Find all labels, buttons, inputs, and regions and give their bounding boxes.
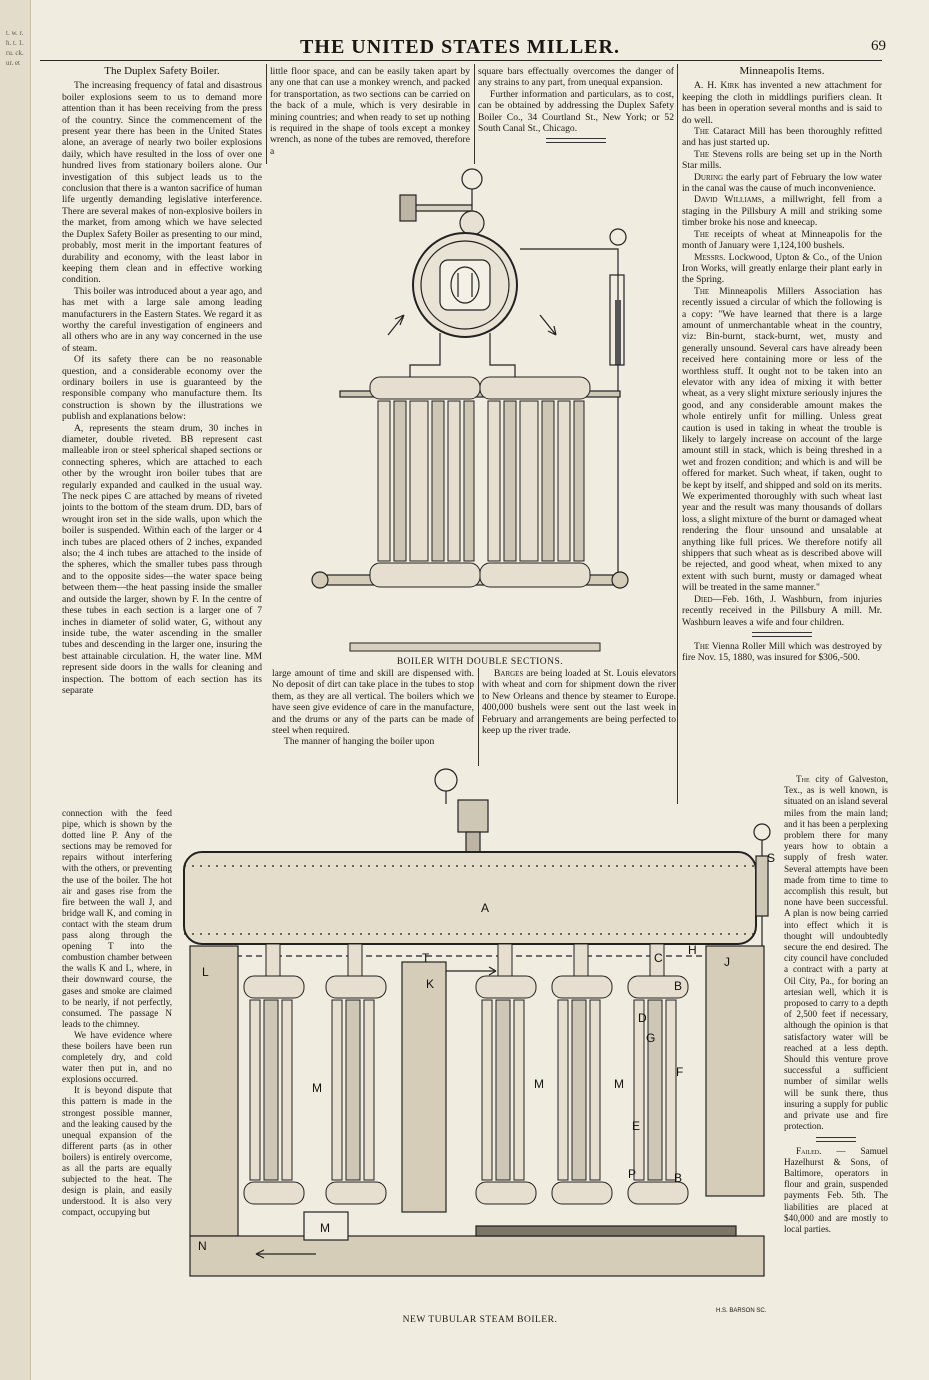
label-d: D xyxy=(638,1011,647,1025)
lead-word: Barges xyxy=(494,668,524,679)
paragraph: The manner of hanging the boiler upon xyxy=(284,736,435,748)
paragraph: We have evidence where these boilers have been run completely dry, and cold water then put in, and no explosions occurred. xyxy=(62,1029,172,1085)
masthead xyxy=(40,36,886,58)
section-5 xyxy=(628,976,688,1204)
article-continuation-col3 xyxy=(478,66,674,166)
section-4 xyxy=(552,976,612,1204)
separator xyxy=(816,1137,856,1142)
label-g: G xyxy=(646,1031,656,1045)
item: Died—Feb. 16th, J. Washburn, from injuries recently received in the Pillsbury A mill. Mr. Washburn leaves a wife and four children. xyxy=(682,593,882,628)
minneapolis-items xyxy=(682,66,882,766)
item: The Stevens rolls are being set up in the North Star mills. xyxy=(682,148,882,172)
label-s: S xyxy=(767,851,776,865)
paragraph: Of its safety there can be no reasonable question, and a considerable economy over the ordinary boilers in use is guaranteed by the responsible company who manufacture them. Its construction is shown by the illustrations we publish and explanations below: xyxy=(62,354,262,423)
masthead-rule xyxy=(40,60,882,61)
section-3 xyxy=(476,976,536,1204)
label-b2: B xyxy=(674,1171,683,1185)
separator xyxy=(546,138,606,143)
label-a: A xyxy=(481,901,490,915)
column-rule xyxy=(474,64,475,164)
item: The Minneapolis Millers Association has recently issued a circular of which the following is a copy: "We have learned that there is a large amount of unmerchantable wheat in the country, viz: Bin-burnt, stack-burnt, wet, musty and generally unsound. Several cars have already been received here containing more or less of the worthless stuff. It ought not to be taken into an elevator with any idea of mixing it with better wheat, as a very slight mixture seriously injures the good, and any considerable amount makes the whole entirely unfit for milling. Unless great caution is used in taking in wheat the trouble is likely to largely increase on account of the large amount still in stack, which is being threshed in a wet and frozen condition; and which is and will be offered for market. Such wheat, if taken, ought to be kept by itself, and shipped and sold on its merits. We experimented thoroughly with such wheat last year and the result was many thousands of dollars loss, a slight mixture of the burnt or damaged wheat rendering the flour unsound and unsalable at anything like full prices. We therefore notify all shippers that such wheat as is described above will be rejected, and good wheat, when mixed to any extent with such burnt, musty or damaged wheat will be treated in the same manner." xyxy=(682,285,882,594)
section-heading: Minneapolis Items. xyxy=(739,66,825,77)
tube-sections xyxy=(244,944,688,1204)
label-p: P xyxy=(628,1167,637,1181)
item: The Cataract Mill has been thoroughly refitted and has just started up. xyxy=(682,126,882,149)
section-1 xyxy=(244,976,304,1204)
masthead-title: THE UNITED STATES MILLER. xyxy=(300,36,620,58)
figure-1-caption: BOILER WITH DOUBLE SECTIONS. xyxy=(396,657,564,667)
paragraph: little floor space, and can be easily taken apart by any one that can use a monkey wrench, and packed for transportation, as two sections can be carried on the back of a mule, which is very desirable in mining countries; and when ready to set up nothing is required in the shape of tools except a monkey wrench, as none of the tubes are removed, therefore a xyxy=(270,66,470,157)
article-barges xyxy=(482,668,676,766)
column-rule xyxy=(266,64,267,164)
binding-gutter xyxy=(0,0,31,1380)
label-e: E xyxy=(632,1119,641,1133)
paragraph: The increasing frequency of fatal and disastrous boiler explosions seem to us to demand more attention than it has been receiving from the press of the country. Since the commencement of the present year there has been in the United States alone, an average of nearly two boiler explosions daily, which have resulted in the loss of over one hundred lives from stationary boilers alone. Our investigation of this subject leads us to the conclusion that there is a wanton sacrifice of human life urgently demanding legislative interference. There are several makes of non-explosive boilers in the market, from among which we have selected the Duplex Safety Boiler as presenting to our mind, probably, most merit in the important features of durability and economy, with the least labor in keeping them clean and in effective working condition. xyxy=(62,80,262,286)
right-section xyxy=(480,377,590,587)
label-b: B xyxy=(674,979,683,993)
item: The receipts of wheat at Minneapolis for the month of January were 1,124,100 bushels. xyxy=(682,228,882,252)
grate xyxy=(350,643,600,651)
paragraph: are being loaded at St. Louis elevators with wheat and corn for shipment down the river to New Orleans and thence by steamer to Europe. 400,000 bushels were sent out the last week in February and arrangements are being perfected to keep up the river trade. xyxy=(482,668,676,737)
paragraph: connection with the feed pipe, which is shown by the dotted line P. Any of the sections may be removed for repairs without interfering with the others, or preventing the use of the boiler. The hot air and gases rise from the fire between the wall J, and bridge wall K, and coming in contact with the steam drum pass along through the opening T into the combustion chamber between the walls K and L, where, in their downward course, the gases and smoke are claimed to be nearly, if not perfectly, consumed. The passage N leads to the chimney. xyxy=(62,808,172,1029)
label-m4: M xyxy=(320,1221,330,1235)
label-j: J xyxy=(724,955,730,969)
item: Messrs. Lockwood, Upton & Co., of the Union Iron Works, will greatly enlarge their plant early in the Spring. xyxy=(682,251,882,286)
paragraph: square bars effectually overcomes the danger of any strains to any part, from unequal expansion. xyxy=(478,66,674,89)
engraver-credit: H.S. BARSON SC. xyxy=(716,1308,767,1314)
paragraph: This boiler was introduced about a year ago, and has met with a large sale among leading manufacturers in the Eastern States. We regard it as worthy the careful investigation of engineers and all others who are in any way concerned in the use of steam. xyxy=(62,285,262,354)
article-heading: The Duplex Safety Boiler. xyxy=(104,66,220,77)
column-rule xyxy=(677,64,678,804)
left-section xyxy=(370,377,480,587)
label-k: K xyxy=(426,977,435,991)
label-h: H xyxy=(688,943,697,957)
article-galveston: The city of Galveston, Tex., as is well known, is situated on an island several miles from the main land; and it has been a perplexing problem there for many years how to obtain a supply of fresh water. Several attempts have been made from time to time to accomplish this result, but none have been successful. A plan is now being carried into effect which it is thought will undoubtedly secure the end desired. The city council have concluded a contract with a party at Oil City, Pa., for boring an artesian well, which it is proposed to carry to a depth of 2,500 feet if necessary, although the opinion is that satisfactory water will be reached at a less depth. Should this venture prove successful a sufficient number of similar wells will be sunk there, thus insuring a supply for public and private use and fire protection. Failed. — Samuel Hazelhurst & Sons, of Baltimore, operators in flour and grain, suspended payments Feb. 5th. The liabilities are placed at $40,000 and are mostly to local parties. xyxy=(784,774,888,1234)
figure-tubular-steam-boiler xyxy=(176,766,782,1316)
label-m3: M xyxy=(614,1077,624,1091)
article-continuation-col2b xyxy=(272,668,474,766)
item: David Williams, a millwright, fell from a staging in the Pillsbury A mill and striking some timber broke his nose and kneecap. xyxy=(682,194,882,229)
figure-double-section-boiler xyxy=(300,165,660,655)
column-rule xyxy=(478,668,479,766)
article-continuation-col2 xyxy=(270,66,470,166)
label-f: F xyxy=(676,1065,684,1079)
figure-2-caption: NEW TUBULAR STEAM BOILER. xyxy=(402,1315,558,1325)
paragraph: Further information and particulars, as to cost, can be obtained by addressing the Duplex Safety Boiler Co., 34 Courtland St., New York; or 52 South Canal St., Chicago. xyxy=(478,88,674,135)
separator xyxy=(752,632,812,637)
gutter-fragments: t. w. r. h. t. 1. ru. ck. ur. et xyxy=(6,29,24,67)
paragraph: A, represents the steam drum, 30 inches in diameter, double riveted. BB represent cast malleable iron or steel spherical shaped sections or connecting spheres, which are attached to each other by the wrought iron boiler tubes that are regularly expanded and caulked in the usual way. The neck pipes C are attached by means of riveted joints to the bottom of the steam drum. DD, bars of wrought iron set in the side walls, upon which the boiler is suspended. Within each of the larger or 4 inch tubes are placed others of 2 inches, expanded also; the 4 inch tubes are attached to the inside of the spheres, which the smaller tubes pass through and to the opposite sides—the water space being between them—the heat passing inside the smaller and outside the larger, shown by F. In the centre of these tubes in each section is a larger one of 7 inches in diameter of solid water, G, without any inside tube, the water ascending in the smaller tubes and descending in the larger one, insuring the best attainable circulation. H, the water line. MM represent side doors in the walls for cleaning and inspection. The bottom of each section has its separate xyxy=(62,422,262,696)
label-m2: M xyxy=(534,1077,544,1091)
label-t: T xyxy=(422,951,430,965)
paragraph: large amount of time and skill are dispensed with. No deposit of dirt can take place in the tubes to stop them, as they are all vertical. The boilers which we have seen give evidence of care in the manufacture, and the drums or any of the parts can be made of steel when required. xyxy=(272,668,474,737)
item: A. H. Kirk has invented a new attachment for keeping the cloth in middlings purifiers clean. It has been in operation several months and is said to do well. xyxy=(682,80,882,126)
article-duplex-boiler xyxy=(62,66,262,806)
section-2 xyxy=(326,976,386,1204)
item: The Vienna Roller Mill which was destroyed by fire Nov. 15, 1880, was insured for $306,-500. xyxy=(682,640,882,664)
label-n: N xyxy=(198,1239,207,1253)
label-c: C xyxy=(654,951,663,965)
paragraph: It is beyond dispute that this pattern is made in the strongest possible manner, and the leaking caused by the unequal expansion of the different parts (as in other boilers) is entirely overcome, as all the parts are equally subjected to the heat. The design is plain, and easily understood. It is also very compact, occupying but xyxy=(62,1085,172,1218)
label-m1: M xyxy=(312,1081,322,1095)
article-duplex-boiler-continued xyxy=(62,808,172,1340)
page-number: 69 xyxy=(871,38,886,54)
item: During the early part of February the low water in the canal was the cause of much inconvenience. xyxy=(682,171,882,195)
label-l: L xyxy=(202,965,209,979)
